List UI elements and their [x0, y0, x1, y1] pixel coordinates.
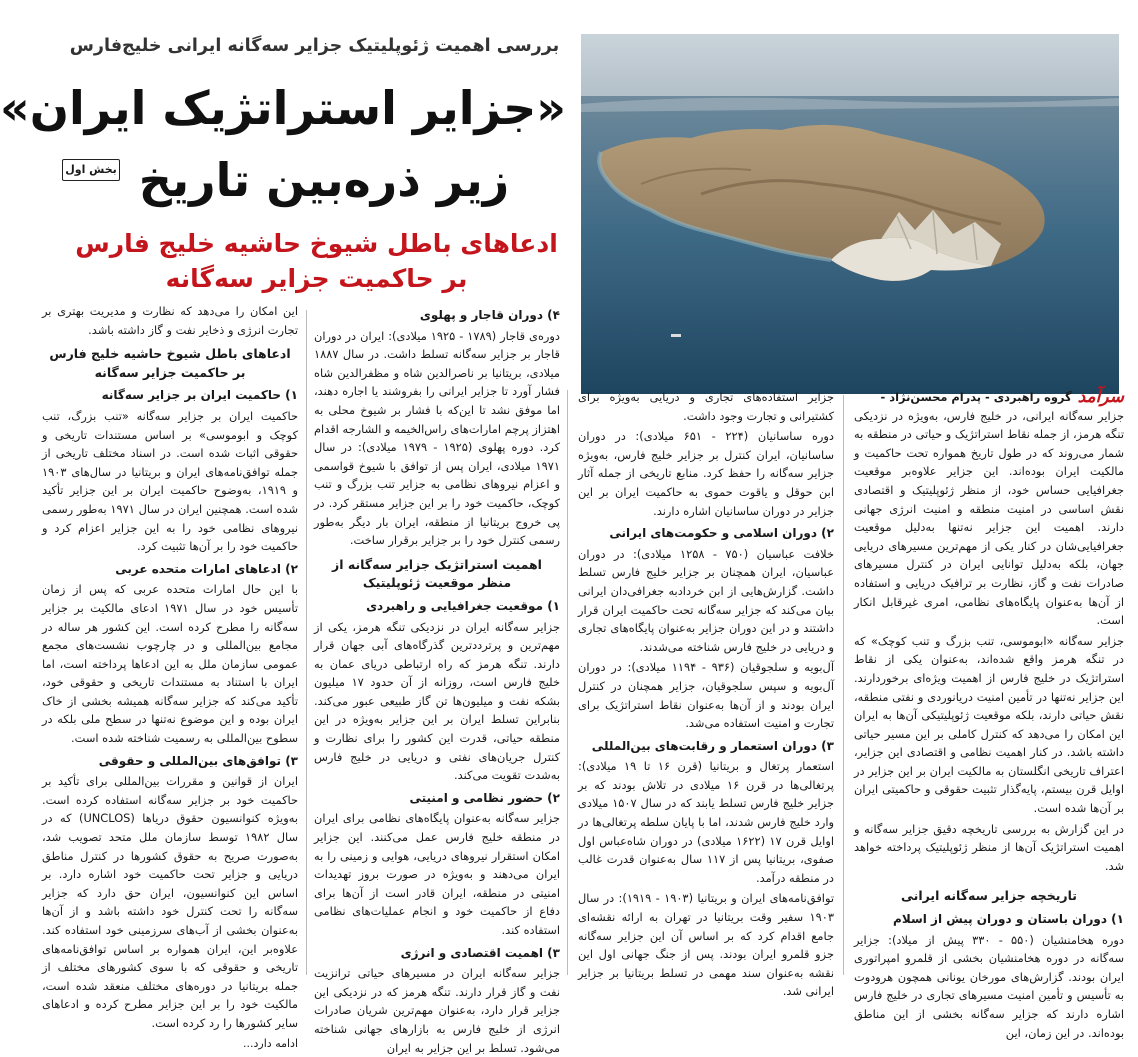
- headline-1: «جزایر استراتژیک ایران»: [0, 81, 566, 135]
- column-d: [42, 302, 298, 1050]
- sub-heading: ۲) ادعاهای امارات متحده عربی: [115, 561, 298, 576]
- island-aerial-photo: [581, 34, 1119, 394]
- subhead-line-2: بر حاکمیت جزایر سه‌گانه: [165, 264, 468, 293]
- sub-heading: ۳) اهمیت اقتصادی و انرژی: [400, 945, 560, 960]
- sub-heading: ۲) دوران اسلامی و حکومت‌های ایرانی: [609, 526, 834, 541]
- sub-heading: ۳) توافق‌های بین‌المللی و حقوقی: [98, 753, 298, 768]
- continued-note: ادامه دارد...: [243, 1036, 298, 1050]
- body-paragraph: جزایر استفاده‌های تجاری و دریایی به‌ویژه برای کشتیرانی و تجارت وجود داشت.: [578, 390, 834, 423]
- body-paragraph: خلافت عباسیان (۷۵۰ - ۱۲۵۸ میلادی): در دوران عباسیان، ایران همچنان بر جزایر خلیج فارس تسلط داشت. گزارش‌هایی از ابن خردادبه جغرافی‌دان ایرانی بیان می‌کند که جزایر سه‌گانه تحت حاکمیت ایران قرار داشتند و در این دوران جزایر به‌عنوان پایگاه‌های تجاری و دریایی در خلیج فارس شناخته می‌شدند.: [578, 546, 834, 654]
- newspaper-logo: سرآمد: [1077, 387, 1124, 407]
- body-paragraph: حاکمیت ایران بر جزایر سه‌گانه «تنب بزرگ، تنب کوچک و ابوموسی» بر اساس مستندات تاریخی و حقوقی اثبات شده است. در اسناد مختلف تاریخی از جمله توافق‌نامه‌های ایران و بریتانیا در سال‌های ۱۹۰۳ و ۱۹۱۹، به‌وضوح حاکمیت ایران بر این جزایر تأکید شده است. همچنین ایران در سال ۱۹۷۱ به‌طور رسمی نیروهای نظامی خود را به این جزایر اعزام کرد و حاکمیت خود را بر آن‌ها تثبیت کرد.: [42, 408, 298, 554]
- headline-2: زیر ذره‌بین تاریخ: [138, 153, 510, 207]
- body-paragraph: دوره‌ی قاجار (۱۷۸۹ - ۱۹۲۵ میلادی): ایران در دوران قاجار بر جزایر سه‌گانه تسلط داشت. در سال ۱۸۸۷ میلادی، بریتانیا بر ناصرالدین شاه و مظفرالدین شاه فشار آورد تا جزایر ایرانی را بفروشند یا اجاره دهند، اما موفق نشد تا این‌که با فشار بر شیوخ محلی به اهتزاز پرچم امارات‌های راس‌الخیمه و الشارجه اقدام کرد. دوره پهلوی (۱۹۲۵ - ۱۹۷۹ میلادی): در سال ۱۹۷۱ میلادی، ایران پس از توافق با شیوخ قواسمی و اعزام نیروهای نظامی به جزایر تنب بزرگ و تنب کوچک، حاکمیت خود را بر این جزایر مستقر کرد. در پی خروج بریتانیا از منطقه، ایران بار دیگر به‌طور رسمی کنترل خود را بر جزایر برقرار ساخت.: [314, 328, 560, 548]
- body-paragraph: دوره هخامنشیان (۵۵۰ - ۳۳۰ پیش از میلاد): جزایر سه‌گانه در دوره هخامنشیان بخشی از قلمرو امپراتوری ایران بودند. گزارش‌های مورخان یونانی همچون هرودوت به تأسیس و تأمین امنیت مسیرهای تجاری در خلیج فارس اشاره دارند که جزایر سه‌گانه بخشی از این مناطق بوده‌اند. در این زمان، این: [854, 932, 1125, 1040]
- lead-column: [854, 386, 1125, 1040]
- byline: گروه راهبردی - پدرام محسن‌نژاد -: [880, 390, 1072, 404]
- kicker: بررسی اهمیت ژئوپلیتیک جزایر سه‌گانه ایرانی خلیج‌فارس: [69, 36, 560, 56]
- subhead-line-1: ادعاهای باطل شیوخ حاشیه خلیج فارس: [75, 229, 558, 258]
- body-paragraph: ایران از قوانین و مقررات بین‌المللی برای تأکید بر حاکمیت خود بر جزایر سه‌گانه استفاده کرده است. به‌ویژه کنوانسیون حقوق دریاها (UNCLOS) که در سال ۱۹۸۲ توسط سازمان ملل متحد تصویب شد، به‌صورت صریح به حقوق کشورها در کنترل مناطق دریایی و جزایر تحت حاکمیت خود اشاره دارد. بر اساس این کنوانسیون، ایران حق دارد که جزایر سه‌گانه را تحت کنترل خود داشته باشد و از آن‌ها به‌عنوان بخشی از آب‌های سرزمینی خود استفاده کند. علاوه‌بر این، ایران همواره بر اساس توافق‌نامه‌های تاریخی و حقوقی که با سوی کشورهای مختلف از جمله بریتانیا در دوره‌های مختلف منعقد شده است، مالکیت خود را بر این جزایر مطرح کرده و ادعاهای سایر کشورها را رد کرده است.: [42, 774, 298, 1030]
- body-paragraph: جزایر سه‌گانه ایران در نزدیکی تنگه هرمز، یکی از مهم‌ترین و پرتردد‌ترین گذرگاه‌های آبی جهان قرار دارند. تنگه هرمز که راه ارتباطی دریای عمان به خلیج فارس است، روزانه از آن حدود ۱۷ میلیون بشکه نفت و میلیون‌ها تن گاز طبیعی عبور می‌کند. بنابراین تسلط ایران بر این جزایر به‌ویژه در این منطقه حیاتی، قدرت این کشور را برای نظارت و کنترل جریان‌های نفتی و دریایی در خلیج فارس به‌شدت تقویت می‌کند.: [314, 619, 560, 783]
- body-paragraph: جزایر سه‌گانه به‌عنوان پایگاه‌های نظامی برای ایران در منطقه خلیج فارس عمل می‌کنند. این جزایر امکان استقرار نیروهای دریایی، هوایی و زمینی را به ایران می‌دهند و به‌ویژه در صورت بروز تهدیدات امنیتی در منطقه، ایران قادر است از آن‌ها برای دفاع از حاکمیت خود و انجام عملیات‌های نظامی استفاده کند.: [314, 811, 560, 937]
- sub-heading: ۲) حضور نظامی و امنیتی: [409, 790, 560, 805]
- body-paragraph: توافق‌نامه‌های ایران و بریتانیا (۱۹۰۳ - ۱۹۱۹): در سال ۱۹۰۳ سفیر وقت بریتانیا در تهران به ارائه نقشه‌ای جامع اقدام کرد که بر اساس آن این جزایر سه‌گانه جزو قلمرو ایران بودند. پس از جنگ جهانی اول این نقشه به‌عنوان سند مهمی در تسلط بریتانیا بر جزایر ایرانی شد.: [578, 891, 834, 999]
- sub-heading: ۴) دوران قاجار و پهلوی: [419, 308, 560, 322]
- body-paragraph: استعمار پرتغال و بریتانیا (قرن ۱۶ تا ۱۹ میلادی): پرتغالی‌ها در قرن ۱۶ میلادی در تلاش بودند که بر جزایر خلیج فارس تسلط یابند که در سال ۱۵۰۷ میلادی وارد خلیج فارس شدند، اما با پایان سلطه پرتغالی‌ها در اوایل قرن ۱۷ (۱۶۲۲ میلادی) در دوران شاه‌عباس اول صفوی، بریتانیا پس از ۱۱۷ سال به‌عنوان قدرت غالب در منطقه درآمد.: [578, 759, 834, 885]
- column-b: [578, 388, 834, 999]
- body-paragraph: دوره ساسانیان (۲۲۴ - ۶۵۱ میلادی): در دوران ساسانیان، ایران کنترل بر جزایر خلیج فارس، به‌ویژه جزایر سه‌گانه را حفظ کرد. منابع تاریخی از جمله آثار ابن حوقل و یاقوت حموی به حاکمیت ایران بر این جزایر در دوران ساسانیان اشاره دارند.: [578, 429, 834, 518]
- body-paragraph: با این حال امارات متحده عربی که پس از زمان تأسیس خود در سال ۱۹۷۱ ادعای مالکیت بر جزایر سه‌گانه را مطرح کرده است. این کشور هر ساله در مجامع بین‌المللی و در چارچوب نشست‌های مجمع عمومی سازمان ملل به این ادعاها پرداخته است، اما ایران با استناد به مستندات تاریخی و حقوقی خود، تأکید می‌کند که جزایر سه‌گانه همیشه بخشی از خاک ایران بوده و این موضوع نه‌تنها در سطح ملی بلکه در سطوح بین‌المللی به رسمیت شناخته شده است.: [42, 582, 298, 746]
- lead-paragraph: در این گزارش به بررسی تاریخچه دقیق جزایر سه‌گانه و اهمیت استراتژیک آن‌ها از منظر ژئوپلیتیک پرداخته خواهد شد.: [854, 821, 1124, 873]
- lead-paragraph: جزایر سه‌گانه «ابوموسی، تنب بزرگ و تنب کوچک» که در تنگه هرمز واقع شده‌اند، به‌عنوان یکی از نقاط استراتژیک در خلیج فارس از اهمیت ویژه‌ای برخوردارند. این جزایر نه‌تنها در تأمین امنیت دریانوردی و نفتی منطقه، نقش حیاتی دارند، بلکه موقعیت ژئوپلیتیکی آن‌ها به ایران این امکان را می‌دهد که کنترل کاملی بر این مسیر حیاتی داشته باشد. در کنار اهمیت نظامی و اقتصادی این جزایر، اعتراف تاریخی انگلستان به مالکیت ایران بر این جزایر در اوایل قرن بیستم، پایه‌گذار تثبیت حقوقی و حاکمیتی ایران بر آن‌ها شده است.: [854, 633, 1124, 816]
- sub-heading: ۳) دوران استعمار و رقابت‌های بین‌المللی: [591, 738, 834, 753]
- body-paragraph: آل‌بویه و سلجوقیان (۹۳۶ - ۱۱۹۴ میلادی): در دوران آل‌بویه و سپس سلجوقیان، جزایر همچنان در کنترل ایران بودند و از آن‌ها به‌عنوان نقاط استراتژیک برای تجارت و امنیت استفاده می‌شد.: [578, 660, 834, 731]
- sub-heading: ۱) موقعیت جغرافیایی و راهبردی: [366, 598, 560, 613]
- lead-paragraph: جزایر سه‌گانه ایرانی، در خلیج فارس، به‌ویژه در نزدیکی تنگه هرمز، از جمله نقاط استراتژیک و حیاتی در منطقه به شمار می‌روند که در طول تاریخ همواره تحت حاکمیت و مالکیت ایران بوده‌اند. این جزایر علاوه‌بر موقعیت جغرافیایی حساس خود، از منظر ژئوپلیتیک و اقتصادی نقش اساسی در امنیت منطقه و امنیت انرژی جهانی دارند. اهمیت این جزایر نه‌تنها به‌دلیل موقعیت جغرافیایی‌شان در کنار یکی از مهم‌ترین مسیرهای دریایی جهان، بلکه به‌دلیل توانایی ایران در کنترل مسیرهای صادرات نفت و گاز، نظارت بر ترافیک دریایی و استفاده از آن‌ها به‌عنوان پایگاه‌های نظامی، امری غیرقابل انکار است.: [854, 408, 1124, 628]
- sub-heading: ۱) حاکمیت ایران بر جزایر سه‌گانه: [101, 388, 298, 403]
- section-heading: ادعاهای باطل شیوخ حاشیه خلیج فارس بر حاکمیت جزایر سه‌گانه: [49, 346, 291, 380]
- section-heading: تاریخچه جزایر سه‌گانه ایرانی: [901, 888, 1077, 904]
- body-paragraph: این امکان را می‌دهد که نظارت و مدیریت بهتری بر تجارت انرژی و ذخایر نفت و گاز داشته باشد.: [42, 304, 298, 337]
- part-badge: بخش اول: [62, 159, 120, 181]
- section-heading: اهمیت استراتژیک جزایر سه‌گانه از منظر موقعیت ژئوپلیتیک: [332, 556, 542, 591]
- body-paragraph: جزایر سه‌گانه ایران در مسیرهای حیاتی ترانزیت نفت و گاز قرار دارند. تنگه هرمز که در نزدیکی این جزایر قرار دارد، به‌عنوان مهم‌ترین شریان صادرات انرژی از خلیج فارس به بازارهای جهانی شناخته می‌شود. تسلط بر این جزایر به ایران: [314, 966, 560, 1055]
- sub-heading: ۱) دوران باستان و دوران پیش از اسلام: [893, 912, 1124, 927]
- column-c: [314, 302, 560, 1055]
